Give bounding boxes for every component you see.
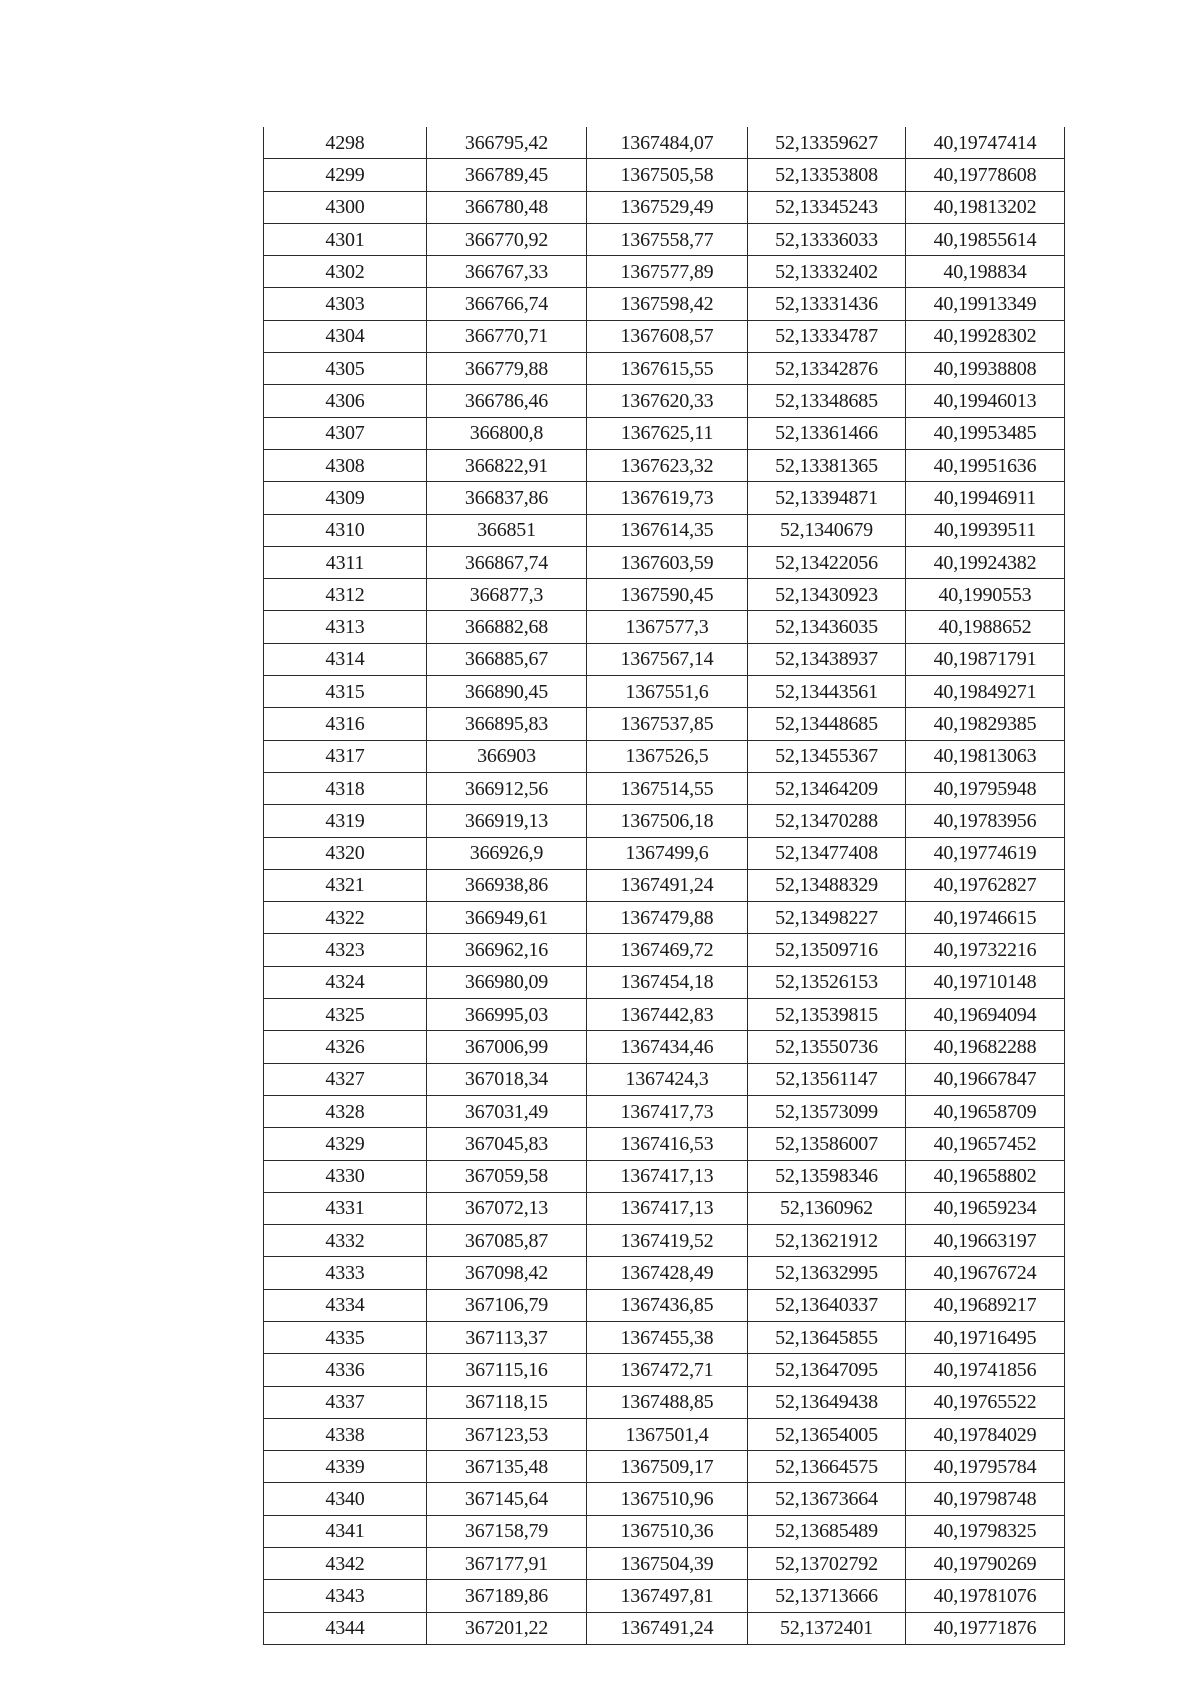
y-coordinate-cell: 1367469,72 <box>587 934 748 966</box>
latitude-cell: 52,13640337 <box>748 1289 906 1321</box>
y-coordinate-cell: 1367526,5 <box>587 740 748 772</box>
x-coordinate-cell: 366949,61 <box>427 902 587 934</box>
table-row <box>264 1580 1065 1612</box>
table-row <box>264 708 1065 740</box>
point-number-cell: 4326 <box>264 1031 427 1063</box>
table-row <box>264 320 1065 352</box>
x-coordinate-cell: 366780,48 <box>427 191 587 223</box>
table-row <box>264 1386 1065 1418</box>
latitude-cell: 52,13477408 <box>748 837 906 869</box>
longitude-cell: 40,1988652 <box>906 611 1065 643</box>
y-coordinate-cell: 1367497,81 <box>587 1580 748 1612</box>
table-row <box>264 837 1065 869</box>
point-number-cell: 4335 <box>264 1321 427 1353</box>
y-coordinate-cell: 1367614,35 <box>587 514 748 546</box>
longitude-cell: 40,19747414 <box>906 127 1065 159</box>
point-number-cell: 4298 <box>264 127 427 159</box>
y-coordinate-cell: 1367551,6 <box>587 676 748 708</box>
latitude-cell: 52,13621912 <box>748 1225 906 1257</box>
latitude-cell: 52,13470288 <box>748 805 906 837</box>
point-number-cell: 4309 <box>264 482 427 514</box>
x-coordinate-cell: 367072,13 <box>427 1192 587 1224</box>
latitude-cell: 52,13353808 <box>748 159 906 191</box>
table-row <box>264 417 1065 449</box>
table-row <box>264 546 1065 578</box>
latitude-cell: 52,13645855 <box>748 1321 906 1353</box>
longitude-cell: 40,19813063 <box>906 740 1065 772</box>
y-coordinate-cell: 1367603,59 <box>587 546 748 578</box>
x-coordinate-cell: 366926,9 <box>427 837 587 869</box>
point-number-cell: 4340 <box>264 1483 427 1515</box>
x-coordinate-cell: 367018,34 <box>427 1063 587 1095</box>
y-coordinate-cell: 1367620,33 <box>587 385 748 417</box>
y-coordinate-cell: 1367504,39 <box>587 1548 748 1580</box>
x-coordinate-cell: 366962,16 <box>427 934 587 966</box>
latitude-cell: 52,13526153 <box>748 966 906 998</box>
latitude-cell: 52,13713666 <box>748 1580 906 1612</box>
point-number-cell: 4303 <box>264 288 427 320</box>
table-row <box>264 1289 1065 1321</box>
x-coordinate-cell: 366767,33 <box>427 256 587 288</box>
x-coordinate-cell: 367201,22 <box>427 1612 587 1644</box>
latitude-cell: 52,13361466 <box>748 417 906 449</box>
point-number-cell: 4325 <box>264 999 427 1031</box>
longitude-cell: 40,19939511 <box>906 514 1065 546</box>
coordinate-table <box>263 127 1065 1645</box>
table-row <box>264 1418 1065 1450</box>
x-coordinate-cell: 367177,91 <box>427 1548 587 1580</box>
table-row <box>264 1257 1065 1289</box>
longitude-cell: 40,19694094 <box>906 999 1065 1031</box>
table-row <box>264 1160 1065 1192</box>
latitude-cell: 52,13436035 <box>748 611 906 643</box>
point-number-cell: 4305 <box>264 353 427 385</box>
longitude-cell: 40,19798325 <box>906 1515 1065 1547</box>
table-row <box>264 1483 1065 1515</box>
point-number-cell: 4333 <box>264 1257 427 1289</box>
longitude-cell: 40,198834 <box>906 256 1065 288</box>
latitude-cell: 52,13334787 <box>748 320 906 352</box>
longitude-cell: 40,19871791 <box>906 643 1065 675</box>
y-coordinate-cell: 1367615,55 <box>587 353 748 385</box>
y-coordinate-cell: 1367484,07 <box>587 127 748 159</box>
y-coordinate-cell: 1367501,4 <box>587 1418 748 1450</box>
point-number-cell: 4332 <box>264 1225 427 1257</box>
point-number-cell: 4322 <box>264 902 427 934</box>
x-coordinate-cell: 366877,3 <box>427 579 587 611</box>
table-row <box>264 1548 1065 1580</box>
x-coordinate-cell: 366851 <box>427 514 587 546</box>
longitude-cell: 40,19784029 <box>906 1418 1065 1450</box>
latitude-cell: 52,13438937 <box>748 643 906 675</box>
point-number-cell: 4301 <box>264 223 427 255</box>
y-coordinate-cell: 1367509,17 <box>587 1451 748 1483</box>
longitude-cell: 40,19778608 <box>906 159 1065 191</box>
y-coordinate-cell: 1367455,38 <box>587 1321 748 1353</box>
table-row <box>264 127 1065 159</box>
point-number-cell: 4310 <box>264 514 427 546</box>
table-row <box>264 1225 1065 1257</box>
longitude-cell: 40,19938808 <box>906 353 1065 385</box>
longitude-cell: 40,19667847 <box>906 1063 1065 1095</box>
x-coordinate-cell: 367135,48 <box>427 1451 587 1483</box>
longitude-cell: 40,19781076 <box>906 1580 1065 1612</box>
x-coordinate-cell: 367158,79 <box>427 1515 587 1547</box>
x-coordinate-cell: 367085,87 <box>427 1225 587 1257</box>
longitude-cell: 40,19798748 <box>906 1483 1065 1515</box>
table-row <box>264 1354 1065 1386</box>
x-coordinate-cell: 366822,91 <box>427 449 587 481</box>
table-row <box>264 385 1065 417</box>
y-coordinate-cell: 1367577,89 <box>587 256 748 288</box>
table-row <box>264 1321 1065 1353</box>
latitude-cell: 52,13464209 <box>748 772 906 804</box>
latitude-cell: 52,1372401 <box>748 1612 906 1644</box>
latitude-cell: 52,13509716 <box>748 934 906 966</box>
table-row <box>264 223 1065 255</box>
table-row <box>264 159 1065 191</box>
point-number-cell: 4302 <box>264 256 427 288</box>
point-number-cell: 4316 <box>264 708 427 740</box>
latitude-cell: 52,13348685 <box>748 385 906 417</box>
y-coordinate-cell: 1367537,85 <box>587 708 748 740</box>
longitude-cell: 40,19762827 <box>906 869 1065 901</box>
point-number-cell: 4321 <box>264 869 427 901</box>
point-number-cell: 4337 <box>264 1386 427 1418</box>
table-row <box>264 482 1065 514</box>
longitude-cell: 40,19658709 <box>906 1095 1065 1127</box>
point-number-cell: 4324 <box>264 966 427 998</box>
point-number-cell: 4299 <box>264 159 427 191</box>
x-coordinate-cell: 366770,92 <box>427 223 587 255</box>
x-coordinate-cell: 366795,42 <box>427 127 587 159</box>
x-coordinate-cell: 367113,37 <box>427 1321 587 1353</box>
latitude-cell: 52,13539815 <box>748 999 906 1031</box>
longitude-cell: 40,19795948 <box>906 772 1065 804</box>
y-coordinate-cell: 1367479,88 <box>587 902 748 934</box>
point-number-cell: 4307 <box>264 417 427 449</box>
longitude-cell: 40,19741856 <box>906 1354 1065 1386</box>
latitude-cell: 52,13498227 <box>748 902 906 934</box>
y-coordinate-cell: 1367488,85 <box>587 1386 748 1418</box>
point-number-cell: 4331 <box>264 1192 427 1224</box>
longitude-cell: 40,19946013 <box>906 385 1065 417</box>
table-row <box>264 1063 1065 1095</box>
y-coordinate-cell: 1367428,49 <box>587 1257 748 1289</box>
table-row <box>264 1515 1065 1547</box>
y-coordinate-cell: 1367499,6 <box>587 837 748 869</box>
x-coordinate-cell: 367145,64 <box>427 1483 587 1515</box>
x-coordinate-cell: 366895,83 <box>427 708 587 740</box>
y-coordinate-cell: 1367417,73 <box>587 1095 748 1127</box>
table-row <box>264 966 1065 998</box>
table-row <box>264 740 1065 772</box>
longitude-cell: 40,19829385 <box>906 708 1065 740</box>
y-coordinate-cell: 1367416,53 <box>587 1128 748 1160</box>
latitude-cell: 52,13394871 <box>748 482 906 514</box>
table-row <box>264 676 1065 708</box>
latitude-cell: 52,13654005 <box>748 1418 906 1450</box>
longitude-cell: 40,19813202 <box>906 191 1065 223</box>
x-coordinate-cell: 367031,49 <box>427 1095 587 1127</box>
y-coordinate-cell: 1367623,32 <box>587 449 748 481</box>
latitude-cell: 52,1340679 <box>748 514 906 546</box>
y-coordinate-cell: 1367558,77 <box>587 223 748 255</box>
latitude-cell: 52,13345243 <box>748 191 906 223</box>
longitude-cell: 40,1990553 <box>906 579 1065 611</box>
table-row <box>264 805 1065 837</box>
latitude-cell: 52,13702792 <box>748 1548 906 1580</box>
longitude-cell: 40,19790269 <box>906 1548 1065 1580</box>
y-coordinate-cell: 1367424,3 <box>587 1063 748 1095</box>
point-number-cell: 4327 <box>264 1063 427 1095</box>
point-number-cell: 4339 <box>264 1451 427 1483</box>
table-row <box>264 191 1065 223</box>
y-coordinate-cell: 1367417,13 <box>587 1192 748 1224</box>
x-coordinate-cell: 367059,58 <box>427 1160 587 1192</box>
latitude-cell: 52,13632995 <box>748 1257 906 1289</box>
x-coordinate-cell: 366766,74 <box>427 288 587 320</box>
x-coordinate-cell: 367106,79 <box>427 1289 587 1321</box>
longitude-cell: 40,19659234 <box>906 1192 1065 1224</box>
latitude-cell: 52,13422056 <box>748 546 906 578</box>
latitude-cell: 52,1360962 <box>748 1192 906 1224</box>
longitude-cell: 40,19795784 <box>906 1451 1065 1483</box>
point-number-cell: 4330 <box>264 1160 427 1192</box>
y-coordinate-cell: 1367491,24 <box>587 869 748 901</box>
x-coordinate-cell: 366885,67 <box>427 643 587 675</box>
latitude-cell: 52,13488329 <box>748 869 906 901</box>
y-coordinate-cell: 1367436,85 <box>587 1289 748 1321</box>
x-coordinate-cell: 366903 <box>427 740 587 772</box>
x-coordinate-cell: 367189,86 <box>427 1580 587 1612</box>
point-number-cell: 4312 <box>264 579 427 611</box>
longitude-cell: 40,19716495 <box>906 1321 1065 1353</box>
x-coordinate-cell: 366919,13 <box>427 805 587 837</box>
longitude-cell: 40,19774619 <box>906 837 1065 869</box>
longitude-cell: 40,19928302 <box>906 320 1065 352</box>
longitude-cell: 40,19746615 <box>906 902 1065 934</box>
table-row <box>264 1451 1065 1483</box>
x-coordinate-cell: 366882,68 <box>427 611 587 643</box>
latitude-cell: 52,13448685 <box>748 708 906 740</box>
point-number-cell: 4328 <box>264 1095 427 1127</box>
latitude-cell: 52,13561147 <box>748 1063 906 1095</box>
point-number-cell: 4338 <box>264 1418 427 1450</box>
x-coordinate-cell: 366789,45 <box>427 159 587 191</box>
longitude-cell: 40,19658802 <box>906 1160 1065 1192</box>
longitude-cell: 40,19710148 <box>906 966 1065 998</box>
y-coordinate-cell: 1367454,18 <box>587 966 748 998</box>
table-row <box>264 288 1065 320</box>
point-number-cell: 4319 <box>264 805 427 837</box>
longitude-cell: 40,19951636 <box>906 449 1065 481</box>
latitude-cell: 52,13336033 <box>748 223 906 255</box>
longitude-cell: 40,19663197 <box>906 1225 1065 1257</box>
longitude-cell: 40,19946911 <box>906 482 1065 514</box>
latitude-cell: 52,13331436 <box>748 288 906 320</box>
longitude-cell: 40,19676724 <box>906 1257 1065 1289</box>
latitude-cell: 52,13673664 <box>748 1483 906 1515</box>
point-number-cell: 4311 <box>264 546 427 578</box>
table-row <box>264 1612 1065 1644</box>
longitude-cell: 40,19855614 <box>906 223 1065 255</box>
point-number-cell: 4334 <box>264 1289 427 1321</box>
longitude-cell: 40,19771876 <box>906 1612 1065 1644</box>
point-number-cell: 4341 <box>264 1515 427 1547</box>
x-coordinate-cell: 366867,74 <box>427 546 587 578</box>
x-coordinate-cell: 366837,86 <box>427 482 587 514</box>
point-number-cell: 4304 <box>264 320 427 352</box>
point-number-cell: 4323 <box>264 934 427 966</box>
x-coordinate-cell: 366938,86 <box>427 869 587 901</box>
longitude-cell: 40,19783956 <box>906 805 1065 837</box>
y-coordinate-cell: 1367491,24 <box>587 1612 748 1644</box>
point-number-cell: 4344 <box>264 1612 427 1644</box>
latitude-cell: 52,13664575 <box>748 1451 906 1483</box>
table-row <box>264 256 1065 288</box>
point-number-cell: 4313 <box>264 611 427 643</box>
x-coordinate-cell: 366779,88 <box>427 353 587 385</box>
y-coordinate-cell: 1367434,46 <box>587 1031 748 1063</box>
point-number-cell: 4308 <box>264 449 427 481</box>
longitude-cell: 40,19913349 <box>906 288 1065 320</box>
y-coordinate-cell: 1367625,11 <box>587 417 748 449</box>
latitude-cell: 52,13647095 <box>748 1354 906 1386</box>
table-row <box>264 772 1065 804</box>
latitude-cell: 52,13443561 <box>748 676 906 708</box>
table-row <box>264 579 1065 611</box>
point-number-cell: 4329 <box>264 1128 427 1160</box>
latitude-cell: 52,13586007 <box>748 1128 906 1160</box>
coordinate-table-body <box>264 127 1065 1644</box>
y-coordinate-cell: 1367598,42 <box>587 288 748 320</box>
point-number-cell: 4317 <box>264 740 427 772</box>
y-coordinate-cell: 1367619,73 <box>587 482 748 514</box>
latitude-cell: 52,13455367 <box>748 740 906 772</box>
x-coordinate-cell: 367118,15 <box>427 1386 587 1418</box>
longitude-cell: 40,19689217 <box>906 1289 1065 1321</box>
point-number-cell: 4315 <box>264 676 427 708</box>
y-coordinate-cell: 1367510,96 <box>587 1483 748 1515</box>
latitude-cell: 52,13573099 <box>748 1095 906 1127</box>
x-coordinate-cell: 366980,09 <box>427 966 587 998</box>
latitude-cell: 52,13342876 <box>748 353 906 385</box>
x-coordinate-cell: 366800,8 <box>427 417 587 449</box>
table-row <box>264 1095 1065 1127</box>
latitude-cell: 52,13332402 <box>748 256 906 288</box>
x-coordinate-cell: 367006,99 <box>427 1031 587 1063</box>
table-row <box>264 902 1065 934</box>
table-row <box>264 611 1065 643</box>
table-row <box>264 869 1065 901</box>
x-coordinate-cell: 366890,45 <box>427 676 587 708</box>
latitude-cell: 52,13550736 <box>748 1031 906 1063</box>
latitude-cell: 52,13649438 <box>748 1386 906 1418</box>
x-coordinate-cell: 367115,16 <box>427 1354 587 1386</box>
table-row <box>264 1192 1065 1224</box>
x-coordinate-cell: 366786,46 <box>427 385 587 417</box>
longitude-cell: 40,19849271 <box>906 676 1065 708</box>
table-row <box>264 643 1065 675</box>
table-row <box>264 449 1065 481</box>
point-number-cell: 4300 <box>264 191 427 223</box>
x-coordinate-cell: 367098,42 <box>427 1257 587 1289</box>
x-coordinate-cell: 367123,53 <box>427 1418 587 1450</box>
latitude-cell: 52,13685489 <box>748 1515 906 1547</box>
point-number-cell: 4342 <box>264 1548 427 1580</box>
x-coordinate-cell: 367045,83 <box>427 1128 587 1160</box>
y-coordinate-cell: 1367417,13 <box>587 1160 748 1192</box>
y-coordinate-cell: 1367505,58 <box>587 159 748 191</box>
y-coordinate-cell: 1367590,45 <box>587 579 748 611</box>
y-coordinate-cell: 1367506,18 <box>587 805 748 837</box>
point-number-cell: 4336 <box>264 1354 427 1386</box>
latitude-cell: 52,13598346 <box>748 1160 906 1192</box>
y-coordinate-cell: 1367608,57 <box>587 320 748 352</box>
x-coordinate-cell: 366912,56 <box>427 772 587 804</box>
longitude-cell: 40,19765522 <box>906 1386 1065 1418</box>
table-row <box>264 999 1065 1031</box>
y-coordinate-cell: 1367442,83 <box>587 999 748 1031</box>
longitude-cell: 40,19953485 <box>906 417 1065 449</box>
y-coordinate-cell: 1367472,71 <box>587 1354 748 1386</box>
y-coordinate-cell: 1367419,52 <box>587 1225 748 1257</box>
latitude-cell: 52,13430923 <box>748 579 906 611</box>
x-coordinate-cell: 366770,71 <box>427 320 587 352</box>
y-coordinate-cell: 1367577,3 <box>587 611 748 643</box>
latitude-cell: 52,13359627 <box>748 127 906 159</box>
point-number-cell: 4343 <box>264 1580 427 1612</box>
y-coordinate-cell: 1367514,55 <box>587 772 748 804</box>
point-number-cell: 4320 <box>264 837 427 869</box>
table-row <box>264 934 1065 966</box>
x-coordinate-cell: 366995,03 <box>427 999 587 1031</box>
longitude-cell: 40,19924382 <box>906 546 1065 578</box>
longitude-cell: 40,19732216 <box>906 934 1065 966</box>
point-number-cell: 4306 <box>264 385 427 417</box>
table-row <box>264 1128 1065 1160</box>
longitude-cell: 40,19657452 <box>906 1128 1065 1160</box>
y-coordinate-cell: 1367510,36 <box>587 1515 748 1547</box>
point-number-cell: 4314 <box>264 643 427 675</box>
point-number-cell: 4318 <box>264 772 427 804</box>
table-row <box>264 1031 1065 1063</box>
longitude-cell: 40,19682288 <box>906 1031 1065 1063</box>
y-coordinate-cell: 1367529,49 <box>587 191 748 223</box>
table-row <box>264 353 1065 385</box>
table-row <box>264 514 1065 546</box>
y-coordinate-cell: 1367567,14 <box>587 643 748 675</box>
latitude-cell: 52,13381365 <box>748 449 906 481</box>
